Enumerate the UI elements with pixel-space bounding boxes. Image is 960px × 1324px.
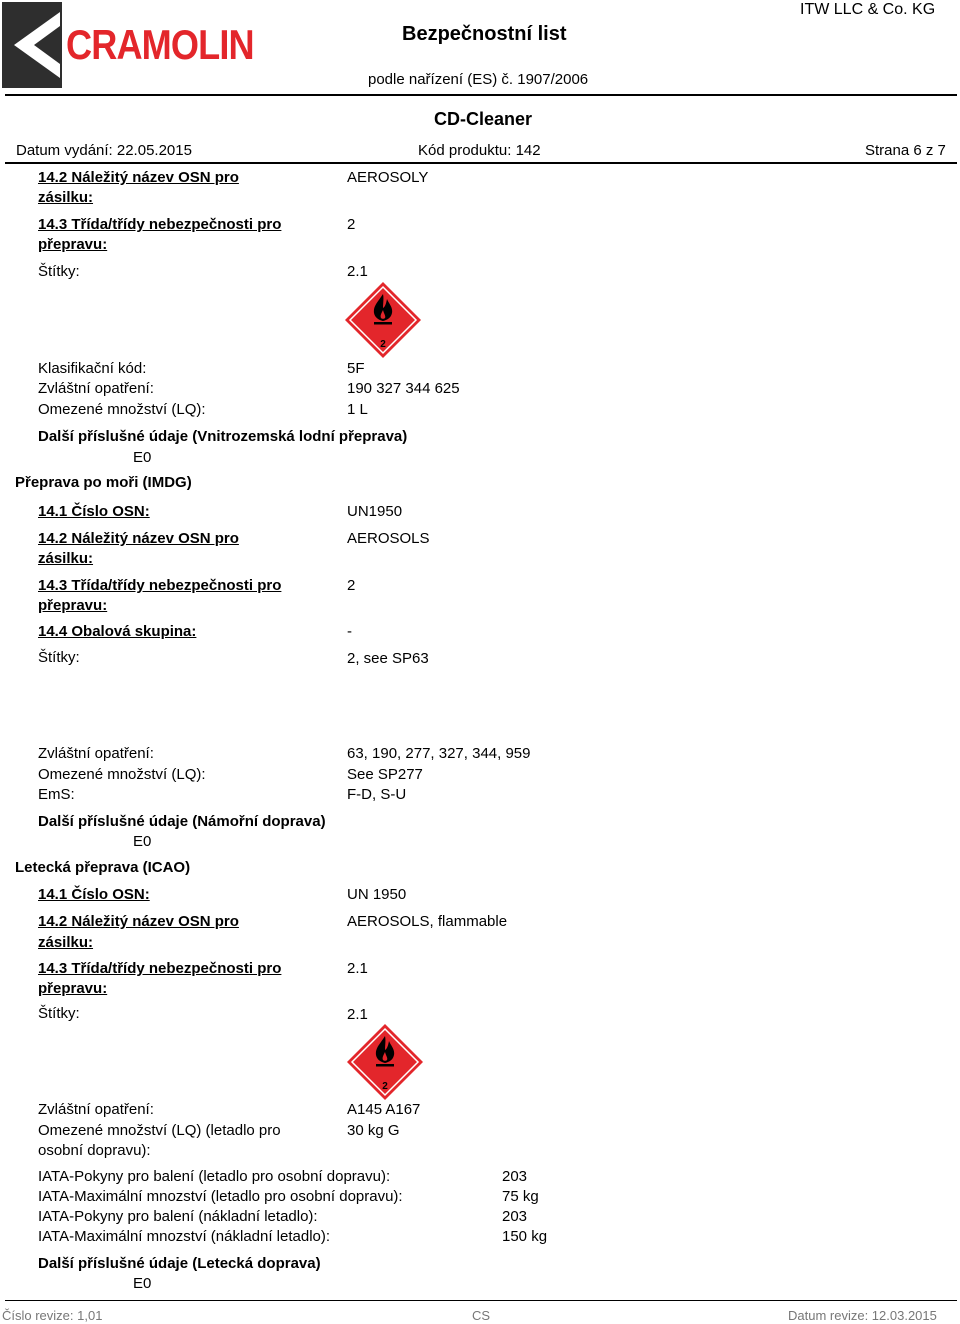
imdg-lq-value: See SP277 <box>347 766 423 783</box>
icao-un-label: 14.1 Číslo OSN: <box>38 886 150 903</box>
cramolin-logo-icon <box>2 2 62 88</box>
imdg-special-label: Zvláštní opatření: <box>38 745 154 762</box>
flammable-gas-class-2-icon <box>343 280 423 360</box>
iata-row-label: IATA-Maximální mnozství (letadlo pro osobní dopravu): <box>38 1188 403 1205</box>
flammable-gas-pictogram-air <box>345 1022 425 1102</box>
classification-value: 5F <box>347 360 365 377</box>
icao-class-label: 14.3 Třída/třídy nebezpečnosti pro <box>38 960 282 977</box>
page-number: Strana 6 z 7 <box>865 142 946 159</box>
other-info-heading: Další příslušné údaje (Vnitrozemská lodní přeprava) <box>38 428 408 445</box>
class-label: 14.3 Třída/třídy nebezpečnosti pro <box>38 216 282 233</box>
labels-value: 2.1 <box>347 263 368 280</box>
iata-row-value: 150 kg <box>502 1228 548 1245</box>
icao-name-label-cont: zásilku: <box>38 934 94 951</box>
special-provisions-label: Zvláštní opatření: <box>38 380 154 397</box>
imdg-special-value: 63, 190, 277, 327, 344, 959 <box>347 745 531 762</box>
iata-row-value: 203 <box>502 1168 528 1185</box>
imdg-name-value: AEROSOLS <box>347 530 430 547</box>
revision-date: Datum revize: 12.03.2015 <box>788 1308 937 1323</box>
class-label-cont: přepravu: <box>38 236 108 253</box>
name-value: AEROSOLY <box>347 169 429 186</box>
header-divider-bottom <box>5 162 957 164</box>
icao-name-label: 14.2 Náležitý název OSN pro <box>38 913 239 930</box>
imdg-name-label: 14.2 Náležitý název OSN pro <box>38 530 239 547</box>
product-code: Kód produktu: 142 <box>418 142 541 159</box>
imdg-ems-label: EmS: <box>38 786 75 803</box>
pictogram-class-number: 2 <box>380 339 386 350</box>
imdg-other-heading: Další příslušné údaje (Námořní doprava) <box>38 813 326 830</box>
icao-heading: Letecká přeprava (ICAO) <box>15 859 191 876</box>
company-name: ITW LLC & Co. KG <box>800 1 936 18</box>
logo-wordmark: CRAMOLIN <box>66 21 254 68</box>
imdg-class-value: 2 <box>347 577 356 594</box>
icao-class-label-cont: přepravu: <box>38 980 108 997</box>
icao-other-heading: Další příslušné údaje (Letecká doprava) <box>38 1255 321 1272</box>
iata-row-label: IATA-Maximální mnozství (nákladní letadlo): <box>38 1228 331 1245</box>
labels-label: Štítky: <box>38 263 80 280</box>
imdg-un-value: UN1950 <box>347 503 403 520</box>
issue-date: Datum vydání: 22.05.2015 <box>16 142 192 159</box>
language-code: CS <box>472 1308 491 1323</box>
imdg-heading: Přeprava po moři (IMDG) <box>15 474 192 491</box>
classification-label: Klasifikační kód: <box>38 360 147 377</box>
icao-name-value: AEROSOLS, flammable <box>347 913 508 930</box>
product-name: CD-Cleaner <box>434 109 533 129</box>
flammable-gas-pictogram <box>343 280 423 360</box>
imdg-packing-group-label: 14.4 Obalová skupina: <box>38 623 197 640</box>
icao-special-value: A145 A167 <box>347 1101 421 1118</box>
logo <box>2 2 254 88</box>
icao-labels-label: Štítky: <box>38 1005 80 1022</box>
icao-other-value: E0 <box>133 1275 152 1292</box>
imdg-class-label: 14.3 Třída/třídy nebezpečnosti pro <box>38 577 282 594</box>
imdg-labels-label: Štítky: <box>38 649 80 666</box>
limited-quantity-value: 1 L <box>347 401 368 418</box>
regulation-subtitle: podle nařízení (ES) č. 1907/2006 <box>368 71 589 88</box>
other-info-value: E0 <box>133 449 152 466</box>
imdg-packing-group-value: - <box>347 623 352 640</box>
header-divider-top <box>5 94 957 96</box>
flammable-gas-class-2-icon <box>345 1022 425 1102</box>
icao-lq-label-cont: osobní dopravu): <box>38 1142 151 1159</box>
name-label-cont: zásilku: <box>38 189 94 206</box>
icao-class-value: 2.1 <box>347 960 368 977</box>
icao-labels-value: 2.1 <box>347 1006 368 1023</box>
class-value: 2 <box>347 216 356 233</box>
footer-divider <box>5 1300 957 1301</box>
iata-row-label: IATA-Pokyny pro balení (nákladní letadlo): <box>38 1208 318 1225</box>
icao-special-label: Zvláštní opatření: <box>38 1101 154 1118</box>
iata-row-value: 203 <box>502 1208 528 1225</box>
icao-lq-value: 30 kg G <box>347 1122 400 1139</box>
imdg-name-label-cont: zásilku: <box>38 550 94 567</box>
imdg-other-value: E0 <box>133 833 152 850</box>
imdg-labels-value: 2, see SP63 <box>347 650 429 667</box>
iata-row-value: 75 kg <box>502 1188 539 1205</box>
pictogram-class-number: 2 <box>382 1081 388 1092</box>
revision-number: Číslo revize: 1,01 <box>2 1308 103 1323</box>
name-label: 14.2 Náležitý název OSN pro <box>38 169 239 186</box>
iata-row-label: IATA-Pokyny pro balení (letadlo pro osobní dopravu): <box>38 1168 391 1185</box>
icao-lq-label: Omezené množství (LQ) (letadlo pro <box>38 1122 281 1139</box>
imdg-class-label-cont: přepravu: <box>38 597 108 614</box>
imdg-ems-value: F-D, S-U <box>347 786 407 803</box>
limited-quantity-label: Omezené množství (LQ): <box>38 401 206 418</box>
imdg-lq-label: Omezené množství (LQ): <box>38 766 206 783</box>
document-title: Bezpečnostní list <box>402 23 567 45</box>
icao-un-value: UN 1950 <box>347 886 407 903</box>
special-provisions-value: 190 327 344 625 <box>347 380 460 397</box>
imdg-un-label: 14.1 Číslo OSN: <box>38 503 150 520</box>
